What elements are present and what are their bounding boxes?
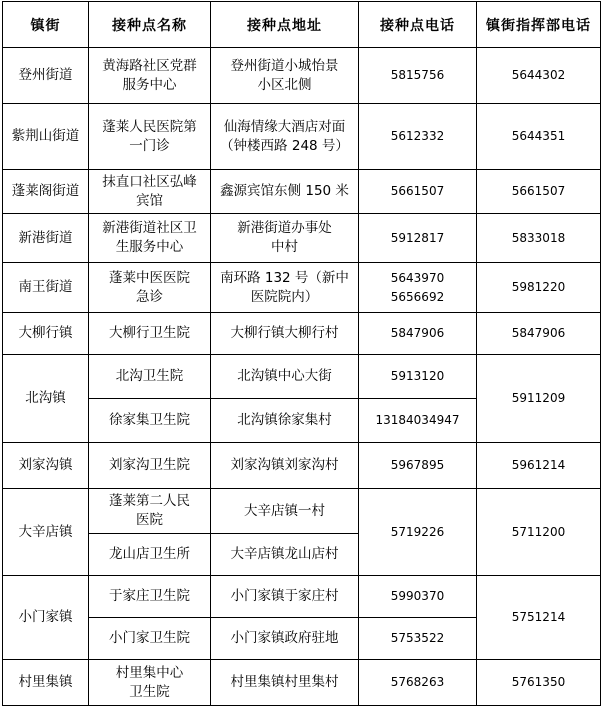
hq-phone-cell: 5833018 — [477, 214, 601, 263]
site-address-line: 小区北侧 — [257, 76, 312, 93]
header-row — [3, 2, 601, 48]
table-row — [3, 443, 601, 489]
site-name-cell: 大柳行卫生院 — [89, 313, 211, 355]
hq-phone-cell: 5981220 — [477, 263, 601, 313]
site-address-cell: 村里集镇村里集村 — [211, 660, 359, 706]
site-phone-cell: 5913120 — [359, 355, 477, 399]
site-address-cell — [211, 263, 359, 313]
site-phone-line: 5643970 — [390, 270, 445, 285]
site-address-cell: 北沟镇中心大街 — [211, 355, 359, 399]
header-hq-phone: 镇街指挥部电话 — [477, 2, 601, 48]
site-name-cell: 北沟卫生院 — [89, 355, 211, 399]
site-name-line: 蓬莱人民医院第 — [102, 118, 197, 135]
town-cell: 登州街道 — [3, 48, 89, 104]
site-name-cell — [89, 104, 211, 170]
site-name-line: 村里集中心 — [115, 664, 184, 681]
site-address-line: （钟楼西路 248 号） — [220, 137, 349, 154]
hq-phone-cell: 5644302 — [477, 48, 601, 104]
hq-phone-cell: 5711200 — [477, 489, 601, 576]
site-phone-cell: 5990370 — [359, 576, 477, 618]
table-row — [3, 313, 601, 355]
site-phone-cell: 5661507 — [359, 170, 477, 214]
hq-phone-cell: 5644351 — [477, 104, 601, 170]
town-cell: 小门家镇 — [3, 576, 89, 660]
town-cell: 南王街道 — [3, 263, 89, 313]
site-address-line: 南环路 132 号（新中 — [220, 269, 349, 286]
site-phone-cell: 5912817 — [359, 214, 477, 263]
table-row — [3, 355, 601, 399]
site-name-cell: 于家庄卫生院 — [89, 576, 211, 618]
site-name-cell: 龙山店卫生所 — [89, 534, 211, 576]
hq-phone-cell: 5961214 — [477, 443, 601, 489]
header-site-phone: 接种点电话 — [359, 2, 477, 48]
site-name-line: 生服务中心 — [115, 239, 184, 255]
hq-phone-cell: 5751214 — [477, 576, 601, 660]
site-address-cell: 北沟镇徐家集村 — [211, 399, 359, 443]
site-address-line: 医院院内） — [250, 288, 319, 305]
site-address-cell: 大柳行镇大柳行村 — [211, 313, 359, 355]
table-row — [3, 104, 601, 170]
site-phone-cell — [359, 263, 477, 313]
vaccination-sites-table — [2, 1, 601, 706]
site-phone-cell: 5753522 — [359, 618, 477, 660]
site-phone-cell: 5815756 — [359, 48, 477, 104]
header-town: 镇街 — [3, 2, 89, 48]
site-name-line: 蓬莱第二人民 — [109, 493, 190, 509]
table-row — [3, 576, 601, 618]
site-address-cell — [211, 214, 359, 263]
site-address-line: 中村 — [271, 239, 298, 255]
site-name-line: 蓬莱中医医院 — [109, 269, 190, 286]
town-cell: 新港街道 — [3, 214, 89, 263]
site-address-cell — [211, 104, 359, 170]
site-address-cell: 大辛店镇龙山店村 — [211, 534, 359, 576]
site-name-cell — [89, 660, 211, 706]
table-row — [3, 48, 601, 104]
site-address-cell: 鑫源宾馆东侧 150 米 — [211, 170, 359, 214]
site-name-cell — [89, 214, 211, 263]
site-address-line: 新港街道办事处 — [237, 220, 332, 236]
site-name-cell — [89, 48, 211, 104]
town-cell: 大辛店镇 — [3, 489, 89, 576]
site-address-cell: 大辛店镇一村 — [211, 489, 359, 534]
table-row — [3, 214, 601, 263]
site-phone-cell: 5719226 — [359, 489, 477, 576]
town-cell: 紫荆山街道 — [3, 104, 89, 170]
site-name-cell: 小门家卫生院 — [89, 618, 211, 660]
site-name-line: 一门诊 — [129, 137, 170, 154]
site-name-line: 新港街道社区卫 — [102, 220, 197, 236]
site-name-cell — [89, 170, 211, 214]
site-address-line: 仙海情缘大酒店对面 — [223, 118, 346, 135]
site-name-line: 急诊 — [136, 288, 163, 305]
site-name-cell — [89, 489, 211, 534]
town-cell: 北沟镇 — [3, 355, 89, 443]
site-phone-cell: 5967895 — [359, 443, 477, 489]
site-name-line: 抹直口社区弘峰 — [102, 173, 197, 190]
town-cell: 村里集镇 — [3, 660, 89, 706]
hq-phone-cell: 5911209 — [477, 355, 601, 443]
site-name-cell: 刘家沟卫生院 — [89, 443, 211, 489]
site-address-cell: 刘家沟镇刘家沟村 — [211, 443, 359, 489]
table-row — [3, 660, 601, 706]
site-name-line: 服务中心 — [122, 76, 177, 93]
site-name-cell: 徐家集卫生院 — [89, 399, 211, 443]
site-address-cell — [211, 48, 359, 104]
header-site-address: 接种点地址 — [211, 2, 359, 48]
header-site-name: 接种点名称 — [89, 2, 211, 48]
site-phone-cell: 5612332 — [359, 104, 477, 170]
site-name-line: 医院 — [136, 512, 163, 528]
hq-phone-cell: 5661507 — [477, 170, 601, 214]
site-name-line: 卫生院 — [129, 683, 170, 700]
hq-phone-cell: 5847906 — [477, 313, 601, 355]
town-cell: 蓬莱阁街道 — [3, 170, 89, 214]
site-phone-cell: 5768263 — [359, 660, 477, 706]
site-phone-cell: 5847906 — [359, 313, 477, 355]
site-name-line: 宾馆 — [136, 192, 163, 209]
site-address-cell: 小门家镇政府驻地 — [211, 618, 359, 660]
site-name-line: 黄海路社区党群 — [102, 57, 197, 74]
site-phone-cell: 13184034947 — [359, 399, 477, 443]
site-name-cell — [89, 263, 211, 313]
table-row — [3, 489, 601, 534]
town-cell: 刘家沟镇 — [3, 443, 89, 489]
table-row — [3, 170, 601, 214]
table-row — [3, 263, 601, 313]
hq-phone-cell: 5761350 — [477, 660, 601, 706]
site-address-cell: 小门家镇于家庄村 — [211, 576, 359, 618]
site-address-line: 登州街道小城怡景 — [230, 57, 339, 74]
site-phone-line: 5656692 — [390, 289, 445, 304]
town-cell: 大柳行镇 — [3, 313, 89, 355]
